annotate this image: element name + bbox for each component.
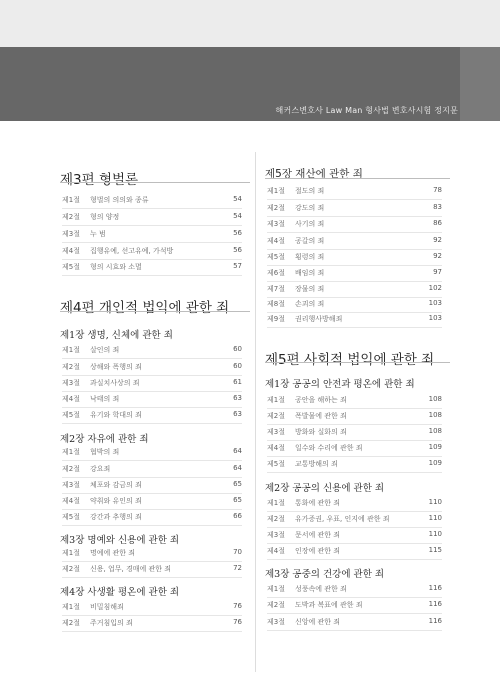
toc-entry[interactable] — [267, 236, 442, 248]
page-number: 63 — [233, 410, 242, 418]
section-number: 제4절 — [62, 395, 80, 403]
toc-entry[interactable] — [62, 564, 242, 576]
page-number: 103 — [428, 314, 442, 322]
section-number: 제4절 — [62, 247, 80, 255]
section-number: 제5절 — [267, 253, 285, 261]
header-band-light — [0, 0, 500, 47]
entry-divider — [62, 525, 242, 526]
part-title: 제5편 사회적 법익에 관한 죄 — [265, 352, 435, 368]
section-title: 공갈의 죄 — [295, 237, 325, 245]
toc-entry[interactable] — [62, 195, 242, 207]
page-number: 86 — [433, 219, 442, 227]
entry-divider — [62, 577, 242, 578]
entry-divider — [267, 472, 442, 473]
entry-divider — [267, 456, 442, 457]
entry-divider — [62, 493, 242, 494]
page-number: 108 — [428, 411, 442, 419]
part-divider — [60, 182, 250, 183]
chapter-title: 제2장 공공의 신용에 관한 죄 — [265, 483, 385, 494]
entry-divider — [267, 613, 442, 614]
toc-entry[interactable] — [267, 219, 442, 231]
entry-divider — [62, 259, 242, 260]
part-divider — [265, 178, 450, 179]
page-number: 70 — [233, 548, 242, 556]
section-title: 강도의 죄 — [295, 204, 325, 212]
part-divider — [60, 311, 250, 312]
toc-entry[interactable] — [62, 496, 242, 508]
page-number: 92 — [433, 252, 442, 260]
section-number: 제1절 — [267, 187, 285, 195]
entry-divider — [267, 511, 442, 512]
page-number: 66 — [233, 512, 242, 520]
page-number: 76 — [233, 618, 242, 626]
section-number: 제1절 — [267, 396, 285, 404]
section-title: 형의 시효와 소멸 — [90, 263, 142, 271]
toc-entry[interactable] — [62, 464, 242, 476]
toc-entry[interactable] — [267, 314, 442, 326]
page-number: 60 — [233, 345, 242, 353]
section-title: 횡령의 죄 — [295, 253, 325, 261]
section-title: 누 범 — [90, 230, 106, 238]
section-number: 제9절 — [267, 315, 285, 323]
section-number: 제3절 — [267, 220, 285, 228]
section-title: 형벌의 의의와 종류 — [90, 196, 149, 204]
page-number: 65 — [233, 480, 242, 488]
page-number: 110 — [428, 514, 442, 522]
section-number: 제3절 — [267, 531, 285, 539]
section-number: 제3절 — [267, 618, 285, 626]
part-title: 제4편 개인적 법익에 관한 죄 — [60, 300, 230, 316]
entry-divider — [62, 561, 242, 562]
chapter-title: 제2장 자유에 관한 죄 — [60, 434, 149, 445]
section-number: 제2절 — [267, 412, 285, 420]
page-number: 83 — [433, 203, 442, 211]
toc-entry[interactable] — [267, 252, 442, 264]
section-title: 폭발물에 관한 죄 — [295, 412, 347, 420]
entry-divider — [267, 543, 442, 544]
entry-divider — [267, 408, 442, 409]
entry-divider — [267, 281, 442, 282]
section-title: 절도의 죄 — [295, 187, 325, 195]
page-number: 115 — [428, 546, 442, 554]
toc-entry[interactable] — [62, 262, 242, 274]
entry-divider — [267, 216, 442, 217]
toc-entry[interactable] — [267, 203, 442, 215]
entry-divider — [267, 630, 442, 631]
section-title: 사기의 죄 — [295, 220, 325, 228]
page-number: 78 — [433, 186, 442, 194]
toc-entry[interactable] — [267, 411, 442, 423]
page-number: 116 — [428, 600, 442, 608]
section-number: 제2절 — [62, 619, 80, 627]
section-title: 신용, 업무, 경매에 관한 죄 — [90, 565, 171, 573]
section-title: 유가증권, 우표, 인지에 관한 죄 — [295, 515, 390, 523]
toc-entry[interactable] — [62, 410, 242, 422]
toc-entry[interactable] — [267, 268, 442, 280]
section-number: 제7절 — [267, 285, 285, 293]
section-number: 제2절 — [62, 465, 80, 473]
toc-entry[interactable] — [267, 443, 442, 455]
section-title: 강간과 추행의 죄 — [90, 513, 142, 521]
entry-divider — [267, 527, 442, 528]
toc-entry[interactable] — [62, 618, 242, 630]
section-number: 제2절 — [267, 204, 285, 212]
toc-entry[interactable] — [267, 584, 442, 596]
toc-entry[interactable] — [62, 394, 242, 406]
part-divider — [265, 362, 450, 363]
page-number: 102 — [428, 284, 442, 292]
toc-entry[interactable] — [62, 345, 242, 357]
toc-entry[interactable] — [62, 362, 242, 374]
section-number: 제1절 — [267, 585, 285, 593]
entry-divider — [267, 297, 442, 298]
toc-entry[interactable] — [267, 284, 442, 296]
entry-divider — [62, 477, 242, 478]
section-title: 살인의 죄 — [90, 346, 120, 354]
toc-entry[interactable] — [267, 600, 442, 612]
section-title: 비밀침해죄 — [90, 603, 124, 611]
page-number: 97 — [433, 268, 442, 276]
section-title: 권리행사방해죄 — [295, 315, 343, 323]
page-number: 61 — [233, 378, 242, 386]
entry-divider — [267, 559, 442, 560]
page-number: 116 — [428, 584, 442, 592]
page-number: 108 — [428, 395, 442, 403]
entry-divider — [267, 199, 442, 200]
toc-entry[interactable] — [267, 459, 442, 471]
series-title: 해커스변호사 Law Man 형사법 변호사시험 정지문 — [275, 106, 458, 115]
toc-entry[interactable] — [62, 246, 242, 258]
section-title: 체포와 감금의 죄 — [90, 481, 142, 489]
page-number: 64 — [233, 447, 242, 455]
toc-entry[interactable] — [267, 498, 442, 510]
section-number: 제8절 — [267, 300, 285, 308]
page-number: 72 — [233, 564, 242, 572]
page-number: 63 — [233, 394, 242, 402]
section-number: 제1절 — [62, 603, 80, 611]
part-title: 제3편 형벌론 — [60, 172, 139, 188]
section-title: 과실치사상의 죄 — [90, 379, 140, 387]
section-number: 제4절 — [267, 444, 285, 452]
section-number: 제4절 — [267, 547, 285, 555]
section-title: 일수와 수리에 관한 죄 — [295, 444, 363, 452]
section-title: 문서에 관한 죄 — [295, 531, 341, 539]
section-title: 명예에 관한 죄 — [90, 549, 136, 557]
entry-divider — [267, 249, 442, 250]
page-number: 116 — [428, 617, 442, 625]
entry-divider — [267, 424, 442, 425]
page-number: 56 — [233, 246, 242, 254]
section-number: 제1절 — [62, 346, 80, 354]
toc-entry[interactable] — [62, 229, 242, 241]
section-title: 방화와 실화의 죄 — [295, 428, 347, 436]
section-title: 집행유예, 선고유예, 가석방 — [90, 247, 174, 255]
toc-entry[interactable] — [267, 530, 442, 542]
section-number: 제1절 — [62, 549, 80, 557]
chapter-title: 제3장 명예와 신용에 관한 죄 — [60, 535, 180, 546]
entry-divider — [62, 208, 242, 209]
toc-entry[interactable] — [267, 427, 442, 439]
page-number: 92 — [433, 236, 442, 244]
section-title: 손괴의 죄 — [295, 300, 325, 308]
column-separator — [255, 152, 256, 672]
section-title: 도박과 복표에 관한 죄 — [295, 601, 363, 609]
page-number: 54 — [233, 195, 242, 203]
chapter-title: 제1장 생명, 신체에 관한 죄 — [60, 330, 173, 341]
entry-divider — [267, 440, 442, 441]
section-number: 제2절 — [62, 363, 80, 371]
entry-divider — [267, 312, 442, 313]
section-number: 제3절 — [62, 481, 80, 489]
toc-entry[interactable] — [267, 299, 442, 311]
page-number: 57 — [233, 262, 242, 270]
section-title: 약취와 유인의 죄 — [90, 497, 142, 505]
entry-divider — [62, 615, 242, 616]
section-title: 신앙에 관한 죄 — [295, 618, 341, 626]
toc-entry[interactable] — [267, 395, 442, 407]
entry-divider — [267, 327, 442, 328]
section-number: 제5절 — [62, 411, 80, 419]
entry-divider — [62, 460, 242, 461]
entry-divider — [62, 423, 242, 424]
entry-divider — [62, 375, 242, 376]
section-title: 성풍속에 관한 죄 — [295, 585, 347, 593]
section-title: 배임의 죄 — [295, 269, 325, 277]
toc-entry[interactable] — [267, 514, 442, 526]
entry-divider — [62, 631, 242, 632]
section-title: 공안을 해하는 죄 — [295, 396, 347, 404]
section-number: 제1절 — [267, 499, 285, 507]
section-number: 제5절 — [62, 263, 80, 271]
section-title: 유기와 학대의 죄 — [90, 411, 142, 419]
toc-entry[interactable] — [62, 378, 242, 390]
page-number: 110 — [428, 530, 442, 538]
entry-divider — [62, 407, 242, 408]
entry-divider — [62, 275, 242, 276]
part-title: 제5장 재산에 관한 죄 — [265, 168, 363, 180]
toc-entry[interactable] — [62, 480, 242, 492]
toc-entry[interactable] — [267, 617, 442, 629]
section-title: 협박의 죄 — [90, 448, 120, 456]
page-number: 109 — [428, 443, 442, 451]
page-number: 108 — [428, 427, 442, 435]
section-number: 제2절 — [267, 515, 285, 523]
section-title: 통화에 관한 죄 — [295, 499, 341, 507]
page-number: 54 — [233, 212, 242, 220]
toc-entry[interactable] — [62, 447, 242, 459]
entry-divider — [267, 265, 442, 266]
chapter-title: 제3장 공중의 건강에 관한 죄 — [265, 569, 385, 580]
section-title: 상해와 폭행의 죄 — [90, 363, 142, 371]
entry-divider — [62, 509, 242, 510]
entry-divider — [62, 358, 242, 359]
section-number: 제3절 — [62, 230, 80, 238]
section-number: 제2절 — [62, 565, 80, 573]
header-band-accent — [460, 47, 500, 121]
toc-entry[interactable] — [62, 602, 242, 614]
section-number: 제4절 — [267, 237, 285, 245]
section-number: 제6절 — [267, 269, 285, 277]
entry-divider — [62, 391, 242, 392]
page-number: 65 — [233, 496, 242, 504]
section-title: 주거침입의 죄 — [90, 619, 133, 627]
section-title: 낙태의 죄 — [90, 395, 120, 403]
section-number: 제2절 — [62, 213, 80, 221]
section-number: 제2절 — [267, 601, 285, 609]
entry-divider — [62, 225, 242, 226]
toc-entry[interactable] — [267, 186, 442, 198]
toc-entry[interactable] — [62, 212, 242, 224]
page-number: 76 — [233, 602, 242, 610]
section-title: 강요죄 — [90, 465, 111, 473]
toc-entry[interactable] — [62, 548, 242, 560]
page-number: 60 — [233, 362, 242, 370]
section-number: 제3절 — [267, 428, 285, 436]
section-number: 제5절 — [62, 513, 80, 521]
toc-entry[interactable] — [62, 512, 242, 524]
section-title: 형의 양정 — [90, 213, 120, 221]
section-number: 제5절 — [267, 460, 285, 468]
page-number: 110 — [428, 498, 442, 506]
page-number: 56 — [233, 229, 242, 237]
section-number: 제1절 — [62, 448, 80, 456]
section-title: 교통방해의 죄 — [295, 460, 338, 468]
entry-divider — [267, 597, 442, 598]
section-number: 제3절 — [62, 379, 80, 387]
page-number: 109 — [428, 459, 442, 467]
page-number: 103 — [428, 299, 442, 307]
page-number: 64 — [233, 464, 242, 472]
section-title: 인장에 관한 죄 — [295, 547, 341, 555]
section-number: 제1절 — [62, 196, 80, 204]
chapter-title: 제1장 공공의 안전과 평온에 관한 죄 — [265, 379, 415, 390]
toc-entry[interactable] — [267, 546, 442, 558]
entry-divider — [62, 242, 242, 243]
chapter-title: 제4장 사생활 평온에 관한 죄 — [60, 587, 180, 598]
entry-divider — [267, 232, 442, 233]
section-title: 장물의 죄 — [295, 285, 325, 293]
section-number: 제4절 — [62, 497, 80, 505]
